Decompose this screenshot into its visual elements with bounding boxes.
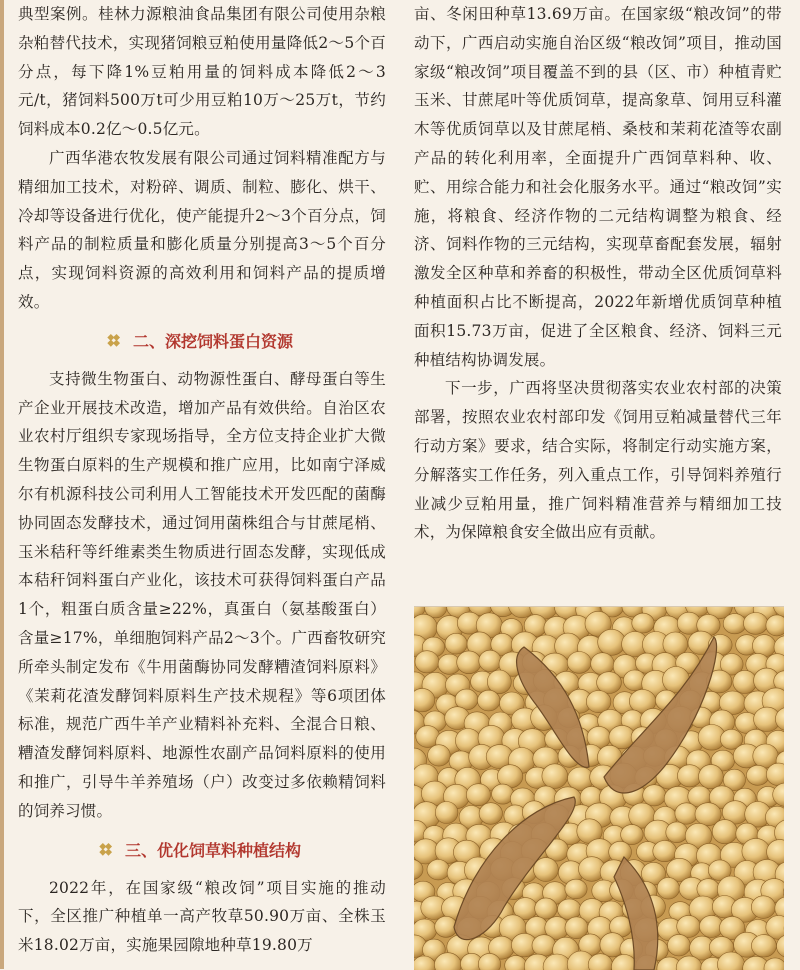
- soybean: [733, 670, 757, 693]
- soybean: [415, 651, 439, 673]
- soybean: [435, 802, 458, 824]
- soybean: [666, 822, 688, 843]
- soybean: [535, 898, 557, 919]
- diamond-bullet-icon: [103, 844, 115, 856]
- page-edge-band: [0, 0, 4, 969]
- paragraph-protein-resources: 支持微生物蛋白、动物源性蛋白、酵母蛋白等生产企业开展技术改造，增加产品有效供给。自治区农业农村厅组织专家现场指导，全方位支持企业扩大微生物蛋白原料的生产规模和推广应用，比如南宁泽威尔有机源科技公司利用人工智能技术开发匹配的菌酶协同固态发酵技术，通过饲用菌株组合与甘蔗尾梢、玉米秸秆等纤维素类生物质进行固态发酵，实现低成本秸秆饲料蛋白产业化，该技术可获得饲料蛋白产品1个，粗蛋白质含量≥22%，真蛋白（氨基酸蛋白）含量≥17%，单细胞饲料产品2～3个。广西畜牧研究所牵头制定发布《牛用菌酶协同发酵糟渣饲料原料》《茉莉花渣发酵饲料原料生产技术规程》等6项团体标准，规范广西牛羊产业精料补充料、全混合日粮、糟渣发酵饲料原料、地源性农副产品饲料原料的使用和推广，引导牛羊养殖场（户）改变过多依赖精饲料的饲养习惯。: [18, 365, 386, 826]
- soybean: [712, 820, 737, 844]
- soybean: [428, 745, 451, 766]
- soybean: [668, 934, 691, 956]
- soybean: [751, 935, 776, 957]
- section-heading-text: 二、深挖饲料蛋白资源: [133, 329, 293, 352]
- paragraph-huagang: 广西华港农牧发展有限公司通过饲料精准配方与精细加工技术，对粉碎、调质、制粒、膨化、烘干、冷却等设备进行优化，使产能提升2～3个百分点，饲料产品的制粒质量和膨化质量分别提高3～5个百分点，实现饲料资源的高效利用和饲料产品的提质增效。: [18, 144, 386, 317]
- right-column: [414, 0, 782, 547]
- paragraph-grain-to-feed: 亩、冬闲田种草13.69万亩。在国家级“粮改饲”的带动下，广西启动实施自治区级“粮改饲”项目，推动国家级“粮改饲”项目覆盖不到的县（区、市）种植青贮玉米、甘蔗尾叶等优质饲草，提高象草、饲用豆科灌木等优质饲草以及甘蔗尾梢、桑枝和茉莉花渣等农副产品的转化利用率，全面提升广西饲草料种、收、贮、用综合能力和社会化服务水平。通过“粮改饲”实施，将粮食、经济作物的二元结构调整为粮食、经济、饲料作物的三元结构，实现草畜配套发展，辐射激发全区种草和养畜的积极性，带动全区优质饲草料种植面积占比不断提高，2022年新增优质饲草种植面积15.73万亩，促进了全区粮食、经济、饲料三元种植结构协调发展。: [414, 0, 782, 374]
- soybean: [591, 653, 614, 675]
- soybean: [609, 841, 632, 862]
- soybean: [744, 613, 768, 635]
- soybean: [479, 650, 501, 671]
- soybean: [598, 629, 626, 655]
- soybean: [675, 803, 698, 824]
- paragraph-typical-case: 典型案例。桂林力源粮油食品集团有限公司使用杂粮杂粕替代技术，实现猪饲粮豆粕使用量降低2～5个百分点，每下降1%豆粕用量的饲料成本降低2～3元/t，猪饲料500万t可少用豆粕10万～25万t，节约饲料成本0.2亿～0.5亿元。: [18, 0, 386, 144]
- soybean: [445, 633, 467, 654]
- soybean: [532, 935, 556, 957]
- soybean: [466, 784, 490, 806]
- soybean: [542, 764, 568, 789]
- left-column: [18, 0, 386, 960]
- soybean-photo: [414, 606, 784, 970]
- soybean: [677, 915, 701, 937]
- soybean: [477, 690, 500, 711]
- soybean: [653, 841, 677, 862]
- soybean: [427, 860, 450, 880]
- section-heading-planting-structure: [18, 836, 386, 864]
- soybean: [657, 878, 679, 900]
- paragraph-next-steps: 下一步，广西将坚决贯彻落实农业农村部的决策部署，按照农业农村部印发《饲用豆粕减量替代三年行动方案》要求，结合实际，将制定行动实施方案，分解落实工作任务，列入重点工作，引导饲料养殖行业减少豆粕用量，推广饲料精准营养与精细加工技术，为保障粮食安全做出应有贡献。: [414, 374, 782, 547]
- soybean: [597, 672, 622, 694]
- section-heading-protein-resources: [18, 327, 386, 355]
- soybean-illustration: [414, 607, 784, 970]
- soybean: [567, 652, 591, 674]
- soybean: [723, 614, 746, 634]
- section-heading-text: 三、优化饲草料种植结构: [125, 838, 301, 861]
- paragraph-2022-planting: 2022年，在国家级“粮改饲”项目实施的推动下，全区推广种植单一高产牧草50.90万亩、全株玉米18.02万亩，实施果园隙地种草19.80万: [18, 874, 386, 960]
- soybean: [479, 803, 502, 825]
- soybean: [751, 896, 775, 919]
- diamond-bullet-icon: [111, 335, 123, 347]
- soybean: [586, 691, 611, 713]
- soybean: [746, 765, 769, 785]
- soybean: [699, 765, 724, 789]
- soybean: [487, 670, 511, 694]
- soybean: [632, 613, 654, 633]
- soybean: [643, 785, 666, 806]
- soybean: [457, 651, 481, 674]
- soybean: [565, 879, 587, 899]
